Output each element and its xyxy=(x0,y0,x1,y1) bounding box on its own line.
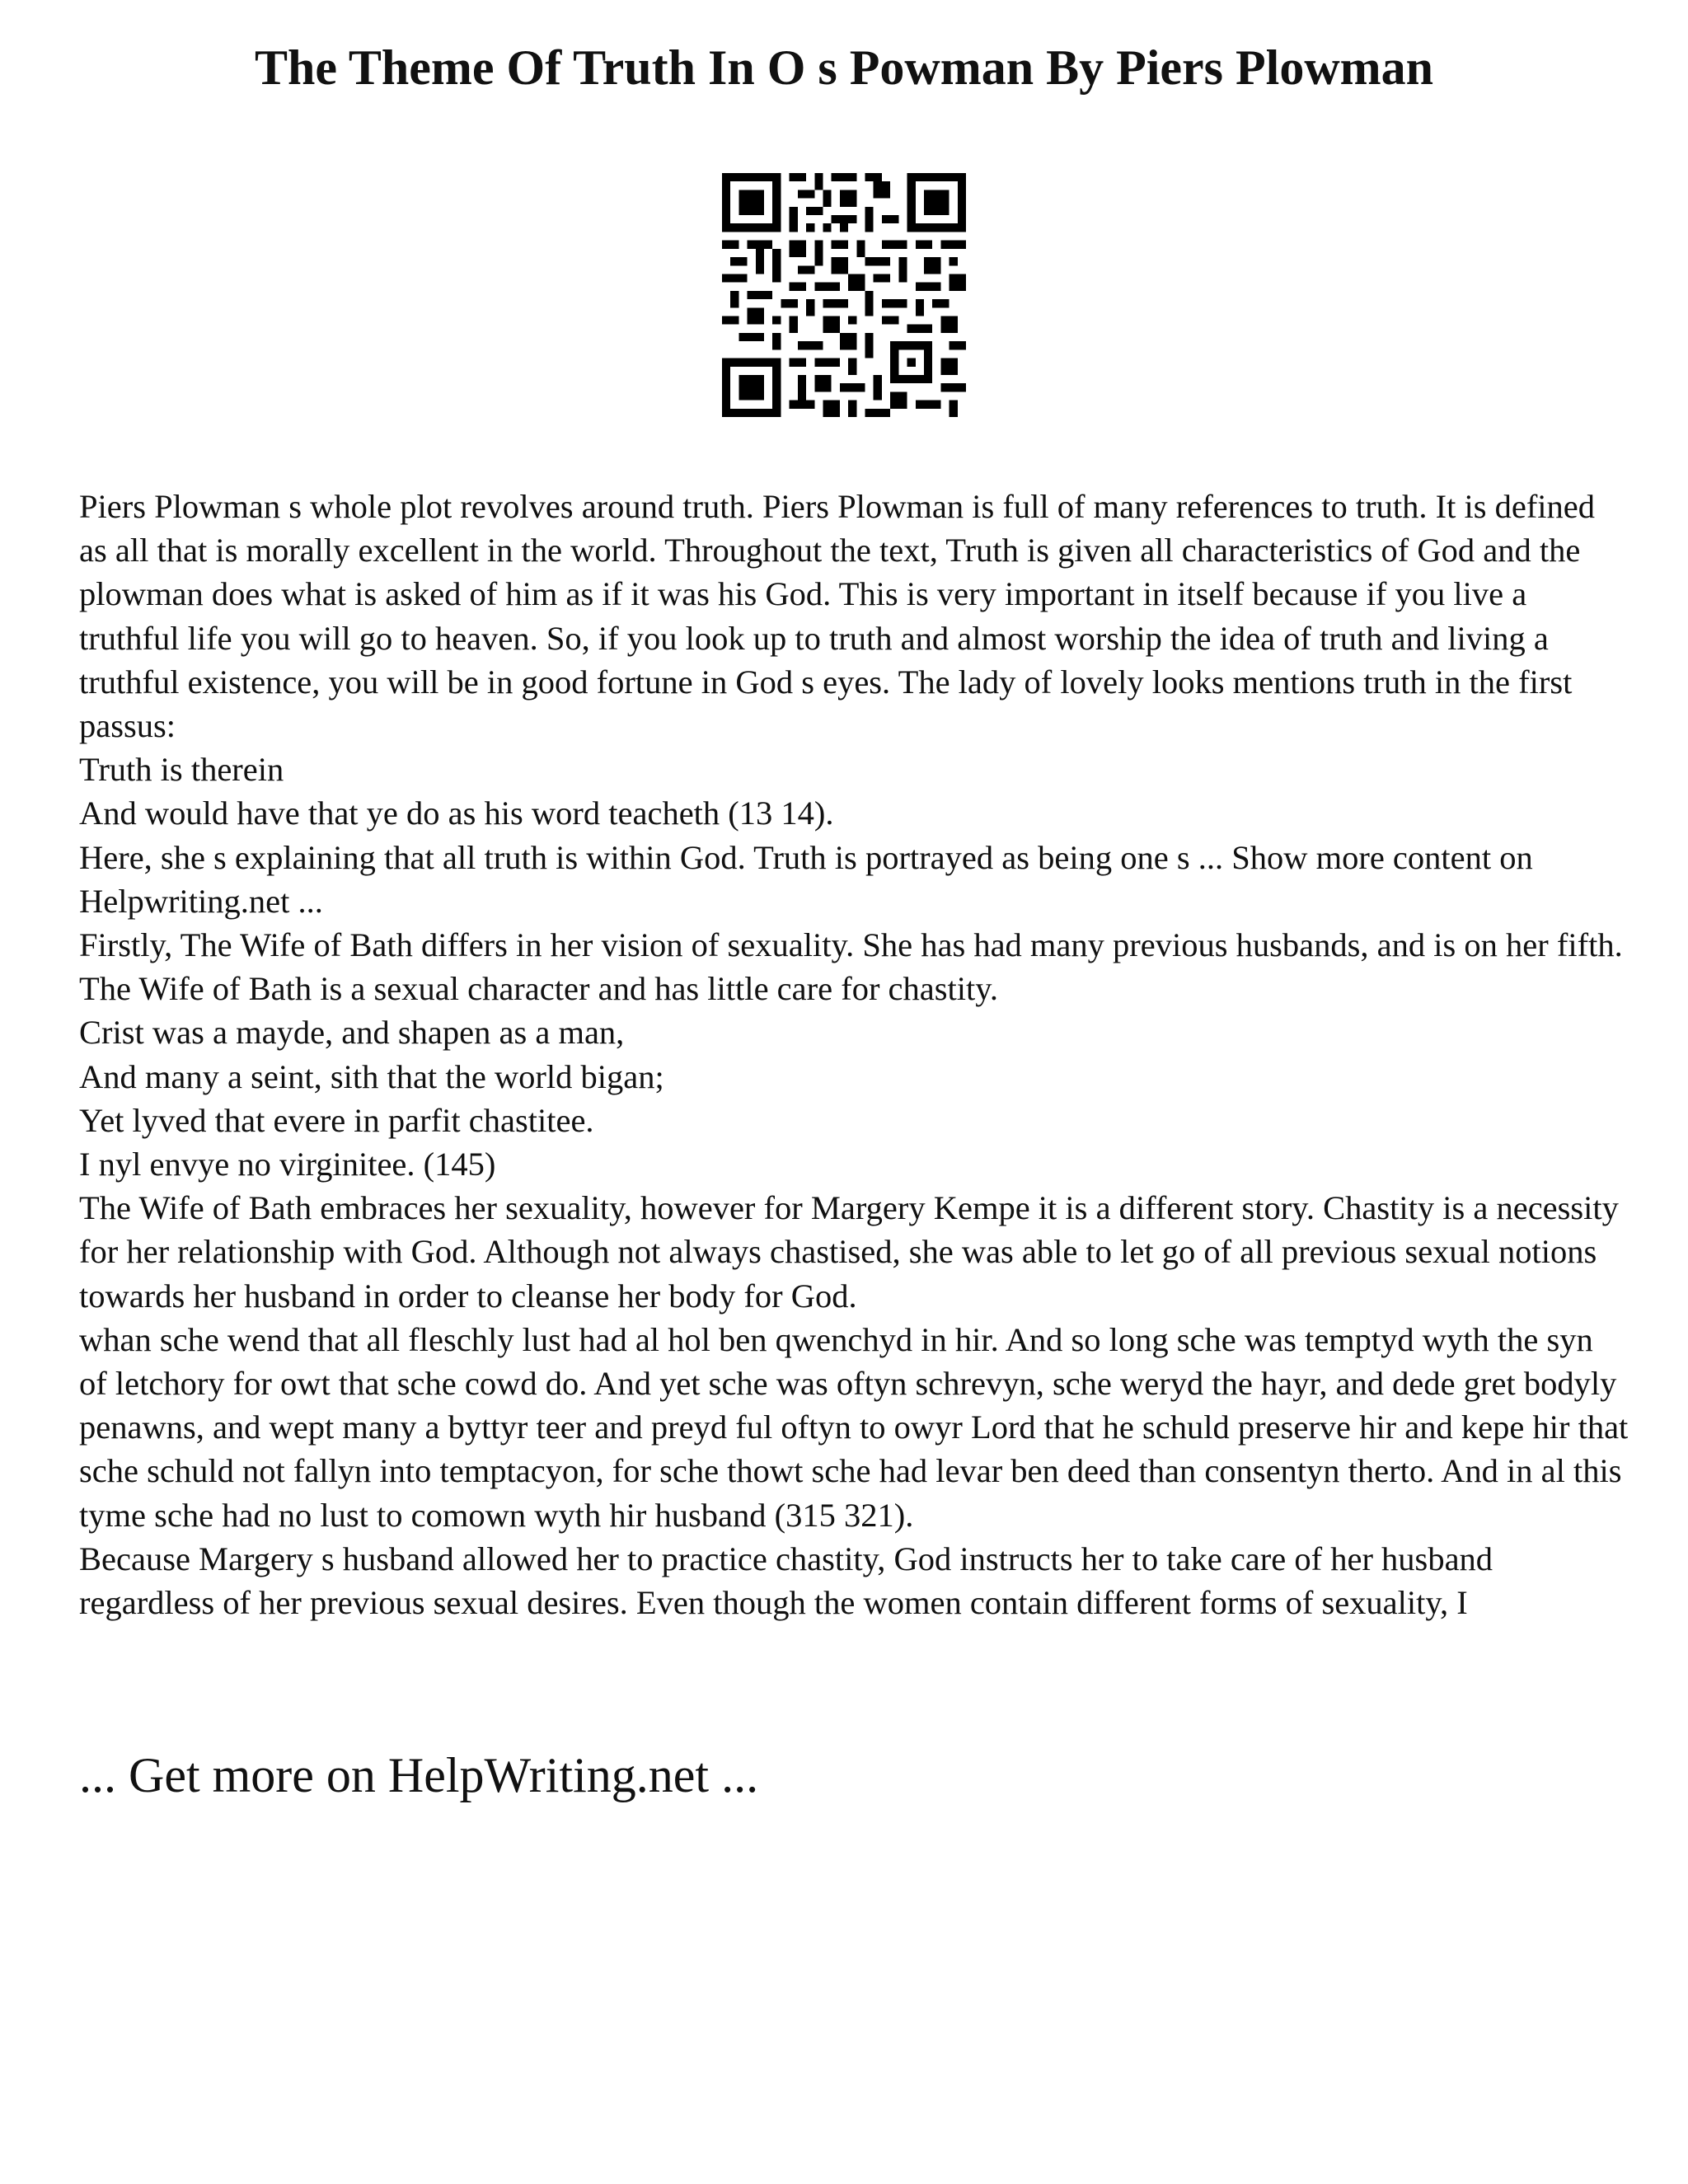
quote-line: Yet lyved that evere in parfit chastitee. xyxy=(79,1101,594,1139)
document-title: The Theme Of Truth In O s Powman By Piers Plowman xyxy=(254,40,1434,95)
paragraph-wife-of-bath: Firstly, The Wife of Bath differs in her vision of sexuality. She has had many previous husbands, and is on her fifth. The Wife of Bath is a sexual character and has little care for chastity. xyxy=(79,926,1623,1008)
get-more-link[interactable]: ... Get more on HelpWriting.net ... xyxy=(79,1748,759,1802)
quote-line: Crist was a mayde, and shapen as a man, xyxy=(79,1014,625,1052)
quote-line: And would have that ye do as his word teacheth (13 14). xyxy=(79,794,834,832)
paragraph-conclusion: Because Margery s husband allowed her to practice chastity, God instructs her to take care of her husband regardless of her previous sexual desires. Even though the women contain different forms of sexuality, I xyxy=(79,1540,1493,1622)
paragraph-margery-kempe: The Wife of Bath embraces her sexuality, however for Margery Kempe it is a different story. Chastity is a necessity for her relationship with God. Although not always chastised, she was able to let go of all previous sexual notions towards her husband in order to cleanse her body for God. xyxy=(79,1189,1619,1315)
qr-code-icon[interactable] xyxy=(722,173,966,417)
quote-block: whan sche wend that all fleschly lust had al hol ben qwenchyd in hir. And so long sche was temptyd wyth the syn of letchory for owt that sche cowd do. And yet sche was oftyn schrevyn, sche weryd the hayr, and dede gret bodyly penawns, and wept many a byttyr teer and preyd ful oftyn to owyr Lord that he schuld preserve hir and kepe hir that sche schuld not fallyn into temptacyon, for sche thowt sche had levar ben deed than consentyn therto. And in al this tyme sche had no lust to comown wyth hir husband (315 321). xyxy=(79,1320,1629,1534)
article-body xyxy=(79,485,1629,1624)
paragraph-intro: Piers Plowman s whole plot revolves around truth. Piers Plowman is full of many references to truth. It is defined as all that is morally excellent in the world. Throughout the text, Truth is given all characteristics of God and the plowman does what is asked of him as if it was his God. This is very important in itself because if you live a truthful life you will go to heaven. So, if you look up to truth and almost worship the idea of truth and living a truthful existence, you will be in good fortune in God s eyes. The lady of lovely looks mentions truth in the first passus: xyxy=(79,488,1596,745)
quote-line: I nyl envye no virginitee. (145) xyxy=(79,1146,496,1183)
quote-line: Truth is therein xyxy=(79,751,284,789)
paragraph-explanation: Here, she s explaining that all truth is within God. Truth is portrayed as being one s ... Show more content on Helpwriting.net ... xyxy=(79,838,1533,920)
quote-line: And many a seint, sith that the world bigan; xyxy=(79,1057,664,1095)
